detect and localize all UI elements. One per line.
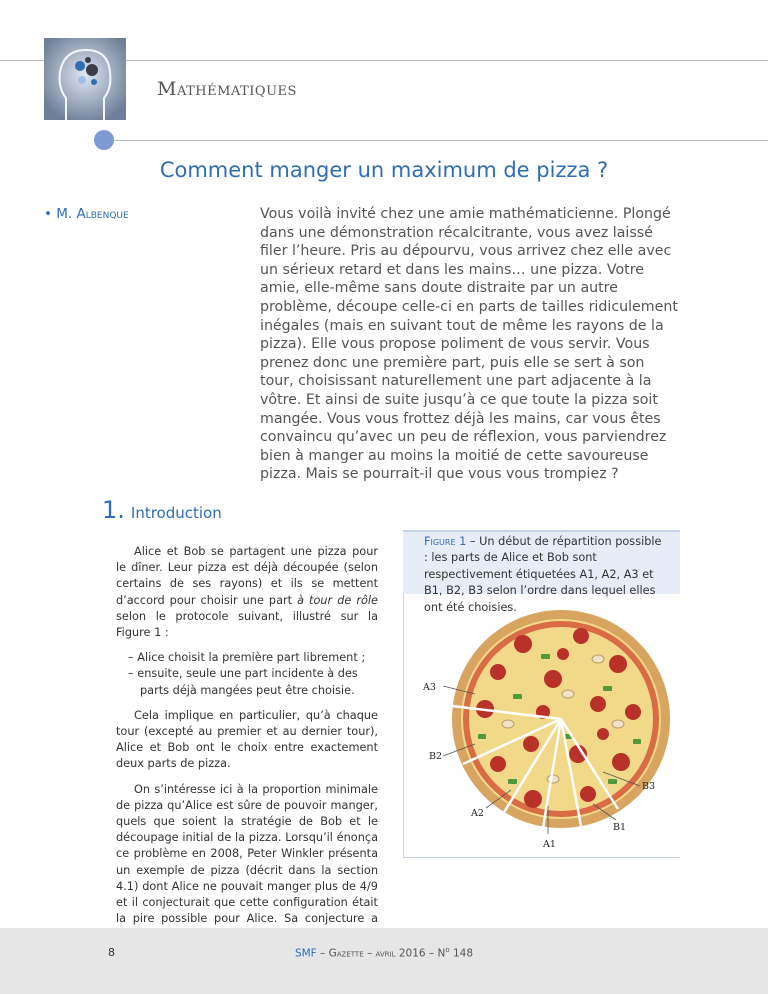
article-title: Comment manger un maximum de pizza ? xyxy=(159,158,609,182)
author-bullet: • xyxy=(44,206,52,222)
slice-label-b3: B3 xyxy=(642,781,656,792)
body-column xyxy=(116,544,378,960)
footer-publication xyxy=(0,946,768,960)
slice-label-b2: B2 xyxy=(429,751,443,762)
footer-issue-sup: o xyxy=(445,946,450,954)
list-item: – Alice choisit la première part librement ; xyxy=(128,651,366,665)
paragraph-2: Cela implique en particulier, qu’à chaque tour (excepté au premier et au dernier tour), Alice et Bob ont le choix entre exactement deux parts de pizza. xyxy=(116,708,378,771)
slice-label-a3: A3 xyxy=(423,682,436,693)
section-label: Mathématiques xyxy=(157,78,297,100)
pizza-figure xyxy=(403,594,680,858)
head-with-gears-icon xyxy=(44,38,126,120)
paragraph-1-emphasis: à tour de rôle xyxy=(297,593,378,607)
section-number: 1. xyxy=(102,496,125,524)
footer-smf: SMF xyxy=(294,947,317,960)
figure-caption xyxy=(403,530,680,614)
page-number: 8 xyxy=(108,946,115,959)
slice-label-a2: A2 xyxy=(471,808,484,819)
author-line xyxy=(44,206,129,222)
paragraph-1-part-a: Alice et Bob se partagent une pizza pour le dîner. Leur pizza est déjà découpée (selon certains de ses rayons) et ils se mettent d’accord pour choisir une part xyxy=(116,545,378,607)
paragraph-1 xyxy=(116,544,378,641)
paragraph-1-part-b: selon le protocole suivant, illustré sur la Figure 1 : xyxy=(116,609,378,640)
rules-list xyxy=(116,650,378,699)
footer-journal: – Gazette – avril 2016 – N xyxy=(316,947,446,960)
figure-caption-text: – Un début de répartition possible : les parts de Alice et Bob sont respectivement étiquetées A1, A2, A3 et B1, B2, B3 selon l’ordre dans lequel elles ont été choisies. xyxy=(424,535,662,614)
title-rule-dot xyxy=(94,130,114,150)
paragraph-3: On s’intéresse ici à la proportion minimale de pizza qu’Alice est sûre de pouvoir manger, quels que soient la stratégie de Bob et le découpage initial de la pizza. Lorsqu’il énonça ce problème en 2008, Peter Winkler présenta un exemple de pizza (décrit dans la section 4.1) dont Alice ne pouvait manger plus de 4/9 et il conjecturait que cette configuration était la pire possible pour Alice. Sa conjecture a xyxy=(116,782,378,926)
author-name: M. Albenque xyxy=(56,206,129,222)
figure-label: Figure 1 xyxy=(424,535,467,548)
slice-label-b1: B1 xyxy=(613,822,627,833)
list-item: – ensuite, seule une part incidente à des parts déjà mangées peut être choisie. xyxy=(128,667,358,697)
title-rule xyxy=(104,140,768,141)
section-title: Introduction xyxy=(130,504,222,522)
footer-issue: 148 xyxy=(449,947,474,960)
abstract xyxy=(260,205,680,484)
abstract-text: Vous voilà invité chez une amie mathématicienne. Plongé dans une démonstration récalcitrante, vous avez laissé filer l’heure. Pris au dépourvu, vous arrivez chez elle avec un sérieux retard et dans les mains… une pizza. Votre amie, elle-même sans doute distraite par un autre problème, découpe celle-ci en parts de tailles ridiculement inégales (mais en suivant tout de même les rayons de la pizza). Elle vous propose poliment de vous servir. Vous prenez donc une première part, puis elle se sert à son tour, choisissant naturellement une part adjacente à la vôtre. Et ainsi de suite jusqu’à ce que toute la pizza soit mangée. Vous vous frottez déjà les mains, car vous êtes convaincu qu’avec un peu de réflexion, vous parviendrez bien à manger au moins la moitié de cette savoureuse pizza. Mais se pourrait-il que vous vous trompiez ? xyxy=(260,206,678,483)
footer-band xyxy=(0,928,768,994)
slice-label-a1: A1 xyxy=(543,839,556,850)
section-heading xyxy=(102,496,222,524)
